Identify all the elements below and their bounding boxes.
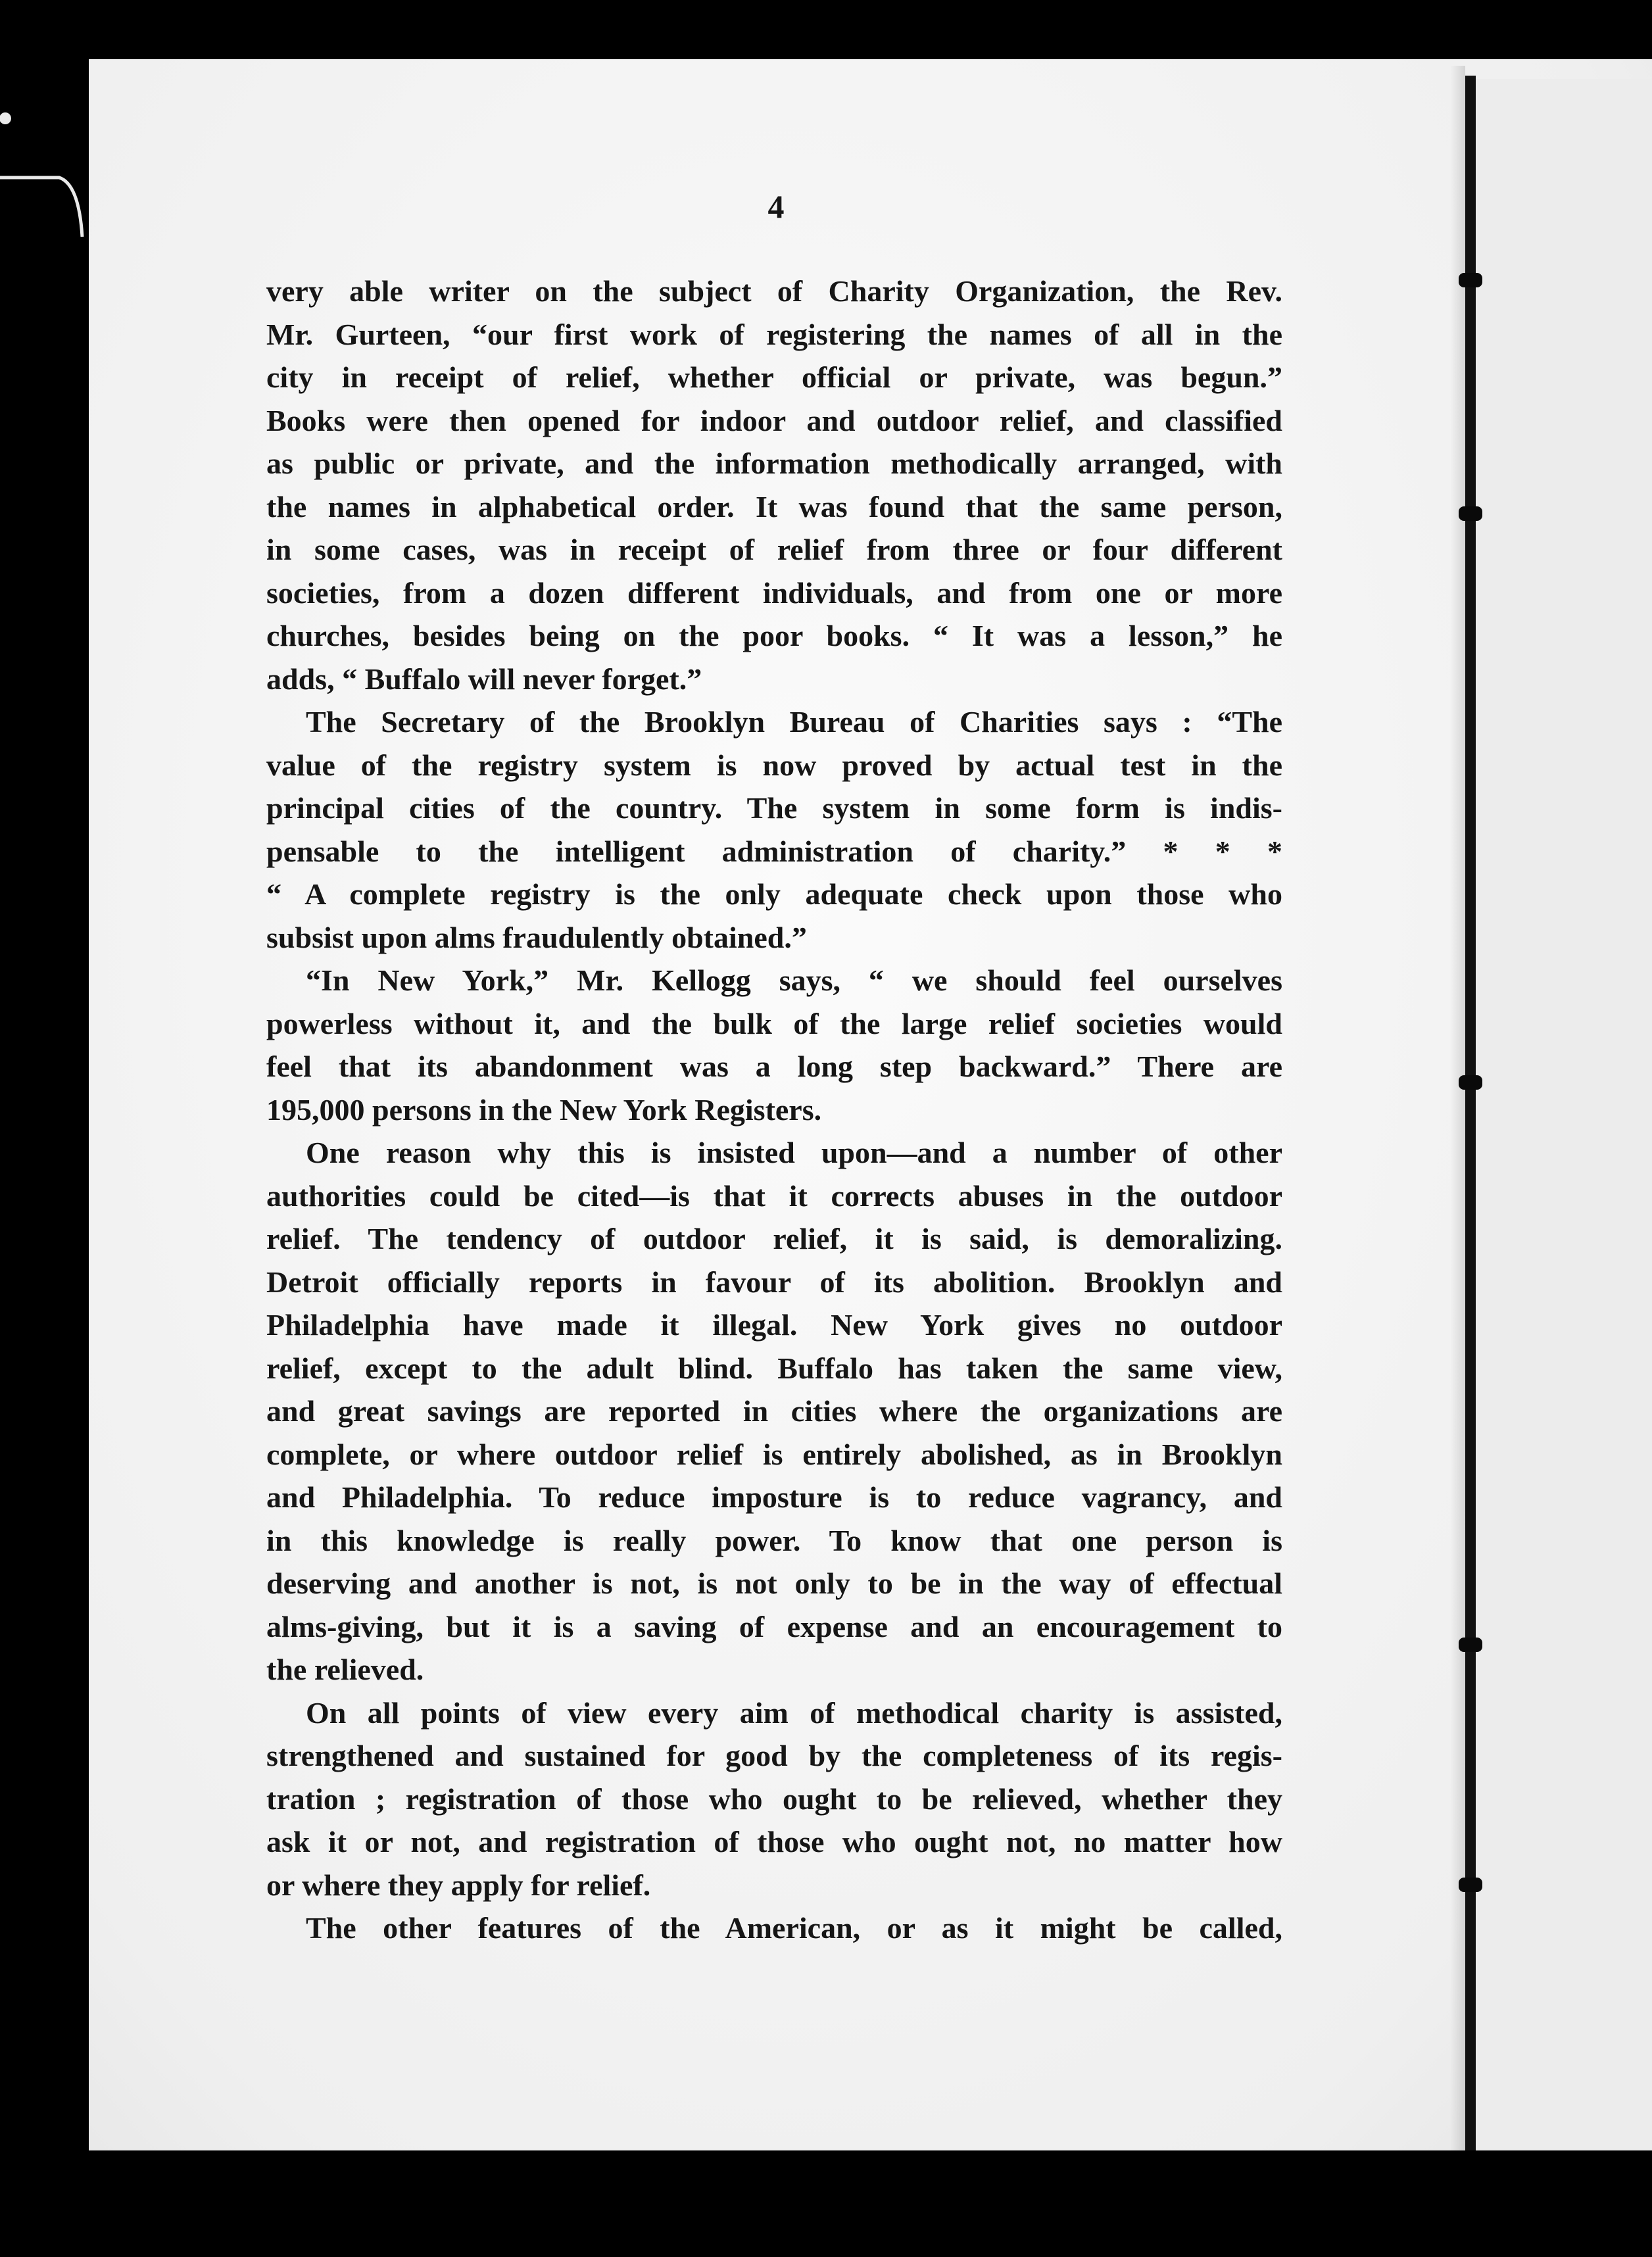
paragraph [266, 1906, 1282, 1950]
page-number: 4 [767, 188, 785, 225]
text-line: The Secretary of the Brooklyn Bureau of Charities says : “The [306, 705, 1282, 739]
text-line: Detroit officially reports in favour of its abolition. Brooklyn and [266, 1265, 1282, 1299]
text-line: in some cases, was in receipt of relief from three or four different [266, 533, 1282, 566]
text-line: powerless without it, and the bulk of the large relief societies would [266, 1006, 1282, 1040]
text-line: “In New York,” Mr. Kellogg says, “ we should feel ourselves [306, 963, 1282, 997]
text-line: pensable to the intelligent administration of charity.” * * * [266, 834, 1282, 868]
text-line: and great savings are reported in cities where the organizations are [266, 1394, 1282, 1428]
paragraph [266, 270, 1282, 700]
text-line: the names in alphabetical order. It was found that the same person, [266, 489, 1282, 523]
text-line: principal cities of the country. The system in some form is indis- [266, 791, 1282, 825]
text-line: value of the registry system is now proved by actual test in the [266, 748, 1282, 782]
binding-stitch [1459, 273, 1482, 287]
text-line: city in receipt of relief, whether official or private, was begun.” [266, 360, 1282, 394]
text-line: The other features of the American, or as it might be called, [306, 1911, 1282, 1945]
paragraph [266, 1131, 1282, 1691]
text-line: strengthened and sustained for good by the completeness of its regis- [266, 1739, 1282, 1772]
paragraph [266, 959, 1282, 1131]
text-line: feel that its abandonment was a long step backward.” There are [266, 1050, 1282, 1083]
binding-stitch [1459, 1075, 1482, 1090]
text-line: authorities could be cited—is that it corrects abuses in the outdoor [266, 1178, 1282, 1213]
gutter-shadow [1450, 66, 1465, 2150]
text-line: ask it or not, and registration of those who ought not, no matter how [266, 1825, 1282, 1858]
binding-stitch [1459, 1878, 1482, 1892]
text-line: very able writer on the subject of Charity Organization, the Rev. [266, 274, 1282, 308]
text-line: relief, except to the adult blind. Buffalo has taken the same view, [266, 1351, 1282, 1385]
binding-thread [1465, 76, 1476, 2154]
paragraph [266, 1691, 1282, 1907]
text-line: subsist upon alms fraudulently obtained.” [266, 920, 807, 954]
text-line: Mr. Gurteen, “our first work of registering the names of all in the [266, 317, 1282, 351]
text-line: and Philadelphia. To reduce imposture is to reduce vagrancy, and [266, 1480, 1282, 1514]
text-line: “ A complete registry is the only adequate check upon those who [266, 877, 1282, 911]
facing-page-edge [1476, 79, 1652, 2150]
text-line: complete, or where outdoor relief is entirely abolished, as in Brooklyn [266, 1437, 1282, 1471]
text-line: as public or private, and the information methodically arranged, with [266, 447, 1282, 480]
body-text [266, 184, 1282, 1950]
scan-edge-marks [0, 99, 85, 256]
text-line: the relieved. [266, 1653, 424, 1686]
text-line: On all points of view every aim of methodical charity is assisted, [306, 1695, 1282, 1730]
text-line: societies, from a dozen different individuals, and from one or more [266, 575, 1282, 610]
binding-stitch [1459, 506, 1482, 521]
text-line: One reason why this is insisted upon—and a number of other [306, 1136, 1282, 1169]
text-line: 195,000 persons in the New York Registers. [266, 1092, 822, 1127]
text-line: in this knowledge is really power. To know that one person is [266, 1523, 1282, 1557]
paragraph [266, 700, 1282, 959]
text-line: alms-giving, but it is a saving of expense and an encouragement to [266, 1609, 1282, 1643]
text-line: deserving and another is not, is not only to be in the way of effectual [266, 1566, 1282, 1600]
text-line: relief. The tendency of outdoor relief, it is said, is demoralizing. [266, 1222, 1282, 1255]
text-line: Books were then opened for indoor and outdoor relief, and classified [266, 403, 1282, 437]
text-line: Philadelphia have made it illegal. New York gives no outdoor [266, 1308, 1282, 1342]
text-line: or where they apply for relief. [266, 1868, 651, 1902]
text-line: churches, besides being on the poor books. “ It was a lesson,” he [266, 619, 1282, 652]
text-line: adds, “ Buffalo will never forget.” [266, 662, 702, 696]
scan-bottom-border [0, 2150, 1652, 2257]
text-line: tration ; registration of those who ought to be relieved, whether they [266, 1782, 1282, 1816]
binding-stitch [1459, 1638, 1482, 1652]
